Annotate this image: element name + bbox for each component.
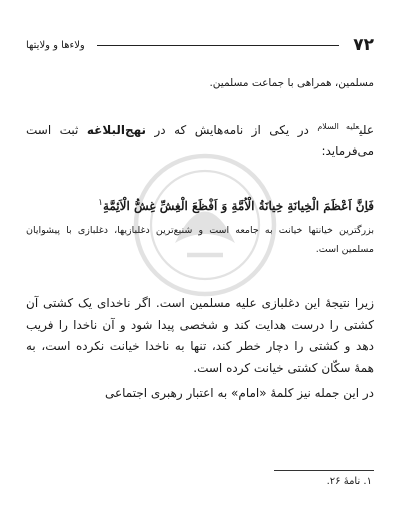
main-paragraph: زیرا نتیجهٔ این دغلبازی علیه مسلمین است. اگر ناخدای یک کشتی آن کشتی را درست هدایت کند و شخصی پیدا شود و آن ناخدا را فریب دهد و کشتی را دچار خطر کند، تنها به ناخدا خیانت نکرده است، به همهٔ سکّان کشتی خیانت کرده است.: [26, 296, 374, 375]
page-header: [26, 34, 374, 56]
footnote: ۱. نامهٔ ۲۶.: [326, 476, 372, 487]
intro-paragraph: [26, 116, 374, 162]
quote-translation: بزرگترین خیانتها خیانت به جامعه است و شنیع‌ترین دغلبازیها، دغلبازی با پیشوایان مسلمین است.: [26, 225, 374, 255]
intro-middle: در یکی از نامه‌هایش که در: [146, 123, 318, 137]
continuation-line: مسلمین، همراهی با جماعت مسلمین.: [209, 77, 374, 89]
last-line: در این جمله نیز کلمهٔ «امام» به اعتبار رهبری اجتماعی: [104, 386, 374, 400]
intro-suffix: ثبت است می‌فرماید:: [26, 123, 374, 158]
page-number: ۷۲: [353, 35, 374, 55]
arabic-quote: [26, 192, 374, 217]
book-title: نهج‌البلاغه: [86, 123, 147, 137]
header-rule: [97, 45, 340, 46]
running-title: ولاءها و ولایتها: [26, 39, 85, 51]
footnote-marker: ۱: [98, 198, 103, 208]
intro-prefix: علی: [359, 123, 375, 137]
salutation-mark: علیه السلام: [317, 122, 360, 131]
footnote-rule: [274, 470, 374, 471]
page-body: [26, 66, 374, 404]
arabic-quote-text: فَاِنَّ اَعْظَمَ الْخِیانَةِ خِیانَةُ الْاُمَّةِ وَ اَفْظَعَ الْغِشِّ غِشُّ الْاَئِمَّةِ: [102, 199, 374, 213]
